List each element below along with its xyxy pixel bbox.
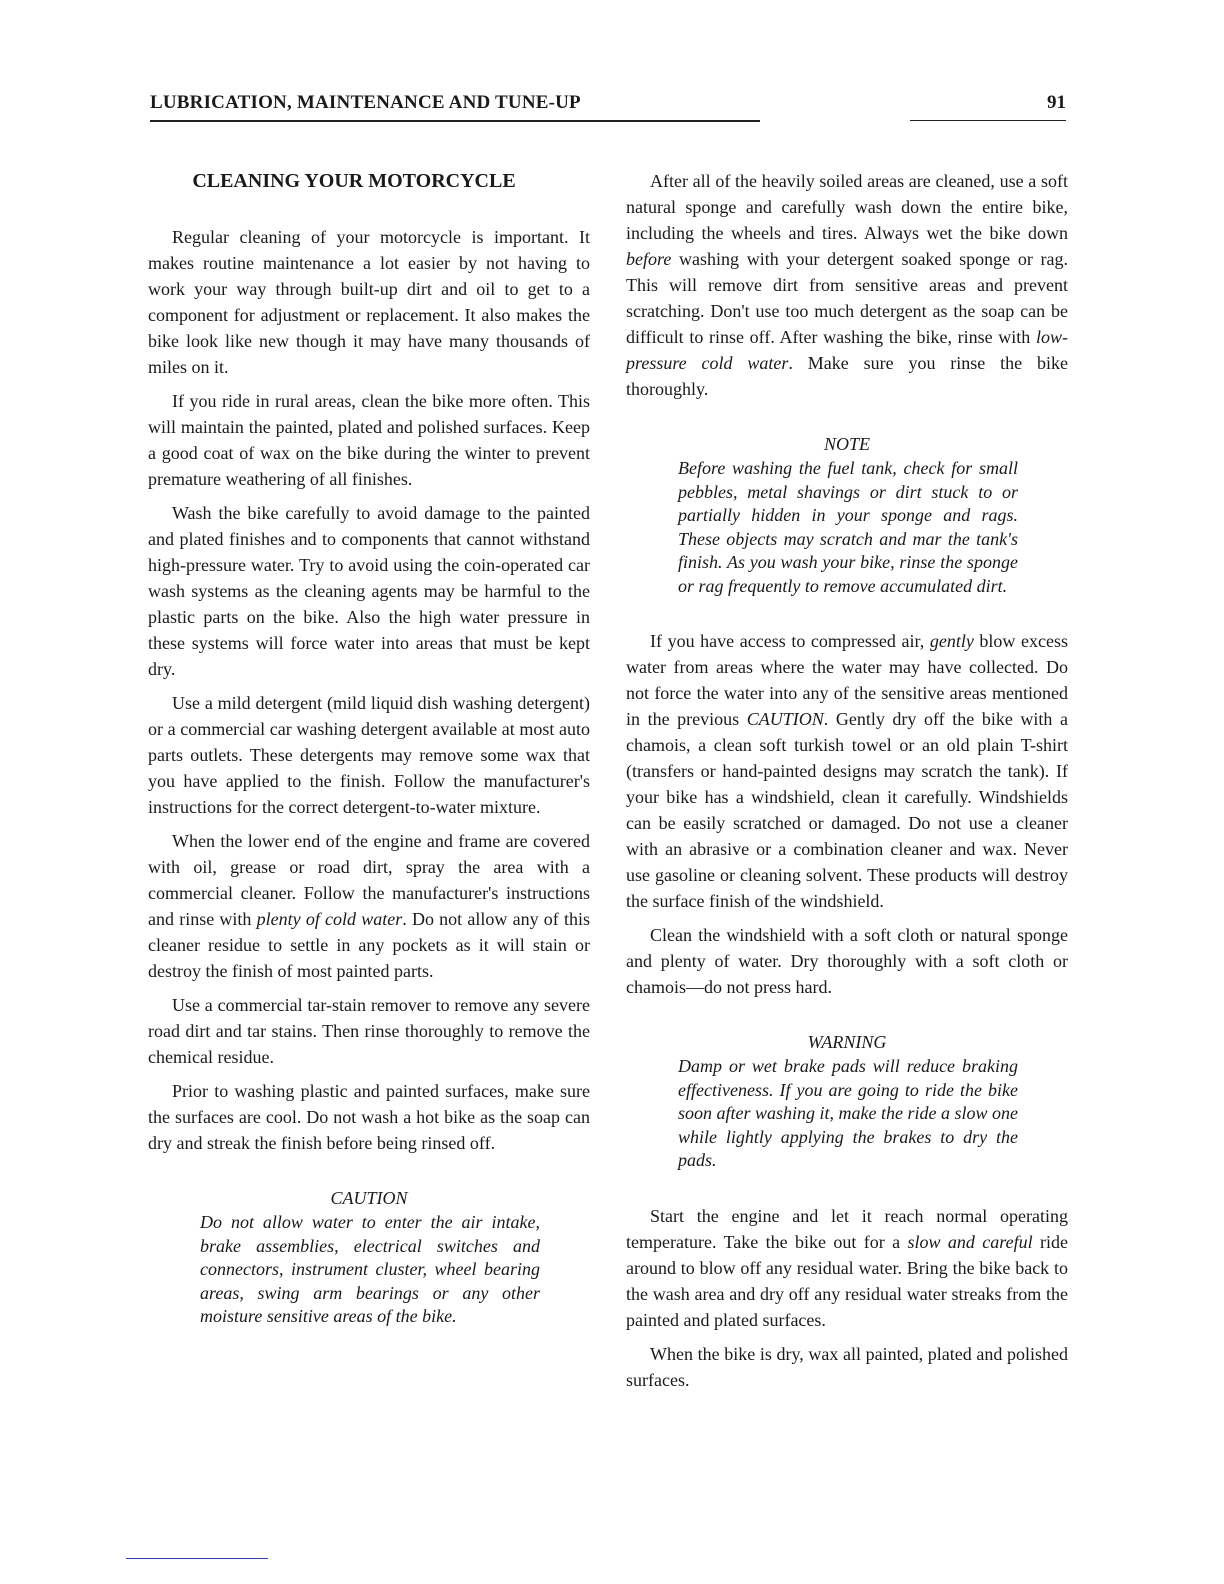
emphasis: slow and careful	[907, 1231, 1033, 1252]
paragraph: Clean the windshield with a soft cloth or natural sponge and plenty of water. Dry thoroughly with a soft cloth or chamois—do not press hard.	[626, 925, 1068, 997]
text-run: . Make sure you rinse the bike thoroughly.	[626, 353, 1068, 399]
caution-box	[148, 1186, 590, 1329]
paragraph: When the bike is dry, wax all painted, plated and polished surfaces.	[626, 1343, 1068, 1390]
emphasis: low-pressure cold water	[626, 327, 1068, 373]
note-box	[626, 432, 1068, 598]
emphasis: CAUTION	[746, 709, 824, 729]
emphasis: plenty of cold water	[256, 909, 403, 929]
text-run: ride around to blow off any residual water. Bring the bike back to the wash area and dry off any residual water streaks from the painted and plated surfaces.	[626, 1231, 1068, 1330]
paragraph	[626, 168, 1068, 402]
warning-box	[626, 1030, 1068, 1173]
text-run: After all of the heavily soiled areas are cleaned, use a soft natural sponge and carefully wash down the entire bike, including the wheels and tires. Always wet the bike down	[626, 171, 1068, 243]
footnote-rule	[126, 1558, 268, 1559]
emphasis: gently	[929, 631, 974, 651]
paragraph	[148, 828, 590, 984]
right-column	[626, 168, 1068, 1401]
paragraph: Prior to washing plastic and painted surfaces, make sure the surfaces are cool. Do not wash a hot bike as the soap can dry and streak the finish before being rinsed off.	[148, 1081, 590, 1153]
paragraph: Regular cleaning of your motorcycle is important. It makes routine maintenance a lot easier by not having to work your way through built-up dirt and oil to get to a component for adjustment or replacement. It also makes the bike look like new though it may have many thousands of miles on it.	[148, 227, 590, 377]
left-column	[148, 168, 590, 1359]
chapter-title: LUBRICATION, MAINTENANCE AND TUNE-UP	[150, 92, 581, 113]
section-title: CLEANING YOUR MOTORCYCLE	[192, 170, 516, 192]
paragraph: If you ride in rural areas, clean the bike more often. This will maintain the painted, plated and polished surfaces. Keep a good coat of wax on the bike during the winter to prevent premature weathering of all finishes.	[148, 391, 590, 489]
note-text: Before washing the fuel tank, check for small pebbles, metal shavings or dirt stuck to or partially hidden in your sponge and rags. These objects may scratch and mar the tank's finish. As you wash your bike, rinse the sponge or rag frequently to remove accumulated dirt.	[678, 458, 1018, 596]
warning-title: WARNING	[807, 1032, 887, 1052]
paragraph	[626, 628, 1068, 914]
emphasis: before	[626, 249, 672, 269]
text-run: washing with your detergent soaked sponge or rag. This will remove dirt from sensitive areas and prevent scratching. Don't use too much detergent as the soap can be difficult to rinse off. After washing the bike, rinse with	[626, 249, 1068, 347]
text-run: When the lower end of the engine and frame are covered with oil, grease or road dirt, spray the area with a commercial cleaner. Follow the manufacturer's instructions and rinse with	[148, 831, 590, 929]
page-header	[150, 92, 1066, 124]
header-rule-right	[910, 120, 1066, 121]
text-run: blow excess water from areas where the water may have collected. Do not force the water into any of the sensitive areas mentioned in the previous	[626, 631, 1068, 729]
text-run: . Do not allow any of this cleaner residue to settle in any pockets as it will stain or destroy the finish of most painted parts.	[148, 909, 590, 981]
caution-text: Do not allow water to enter the air intake, brake assemblies, electrical switches and connectors, instrument cluster, wheel bearing areas, swing arm bearings or any other moisture sensitive areas of the bike.	[200, 1212, 540, 1326]
paragraph: Use a mild detergent (mild liquid dish washing detergent) or a commercial car washing detergent available at most auto parts outlets. These detergents may remove some wax that you have applied to the finish. Follow the manufacturer's instructions for the correct detergent-to-water mixture.	[148, 693, 590, 817]
caution-title: CAUTION	[330, 1188, 408, 1208]
warning-text: Damp or wet brake pads will reduce braking effectiveness. If you are going to ride the bike soon after washing it, make the ride a slow one while lightly applying the brakes to dry the pads.	[678, 1056, 1018, 1170]
text-run: . Gently dry off the bike with a chamois, a clean soft turkish towel or an old plain T-shirt (transfers or hand-painted designs may scratch the tank). If your bike has a windshield, clean it carefully. Windshields can be easily scratched or damaged. Do not use a cleaner with an abrasive or a combination cleaner and wax. Never use gasoline or cleaning solvent. These products will destroy the surface finish of the windshield.	[626, 709, 1068, 911]
paragraph: Use a commercial tar-stain remover to remove any severe road dirt and tar stains. Then rinse thoroughly to remove the chemical residue.	[148, 995, 590, 1067]
paragraph: Wash the bike carefully to avoid damage to the painted and plated finishes and to components that cannot withstand high-pressure water. Try to avoid using the coin-operated car wash systems as the cleaning agents may be harmful to the plastic parts on the bike. Also the high water pressure in these systems will force water into areas that must be kept dry.	[148, 503, 590, 679]
page-number: 91	[1047, 92, 1066, 113]
note-title: NOTE	[823, 434, 870, 454]
text-run: If you have access to compressed air,	[650, 631, 930, 651]
header-rule	[150, 120, 760, 122]
text-run: Start the engine and let it reach normal operating temperature. Take the bike out for a	[626, 1205, 1068, 1252]
paragraph	[626, 1203, 1068, 1333]
